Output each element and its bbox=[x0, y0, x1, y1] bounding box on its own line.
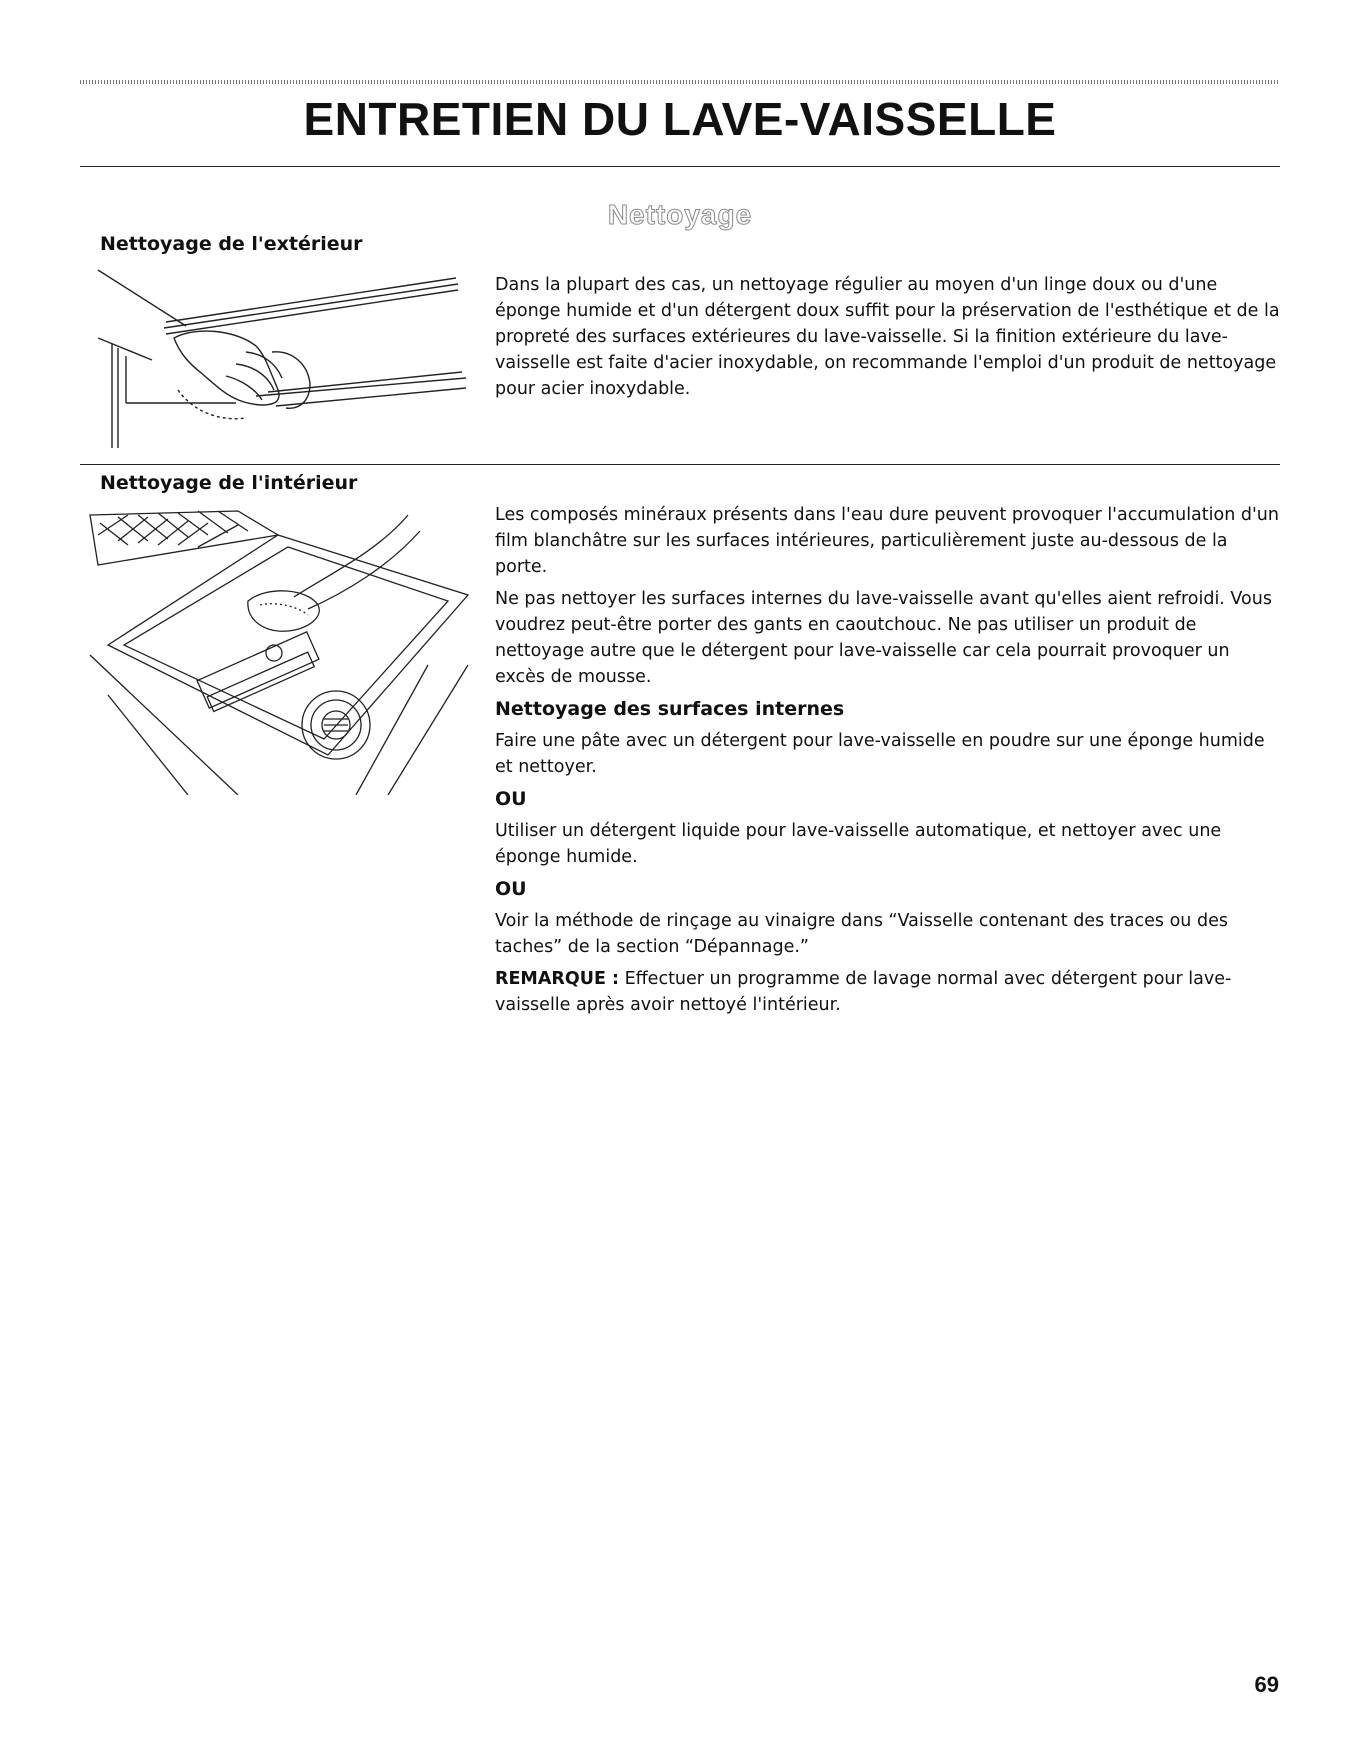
top-dotted-rule bbox=[80, 80, 1280, 84]
note-text: Effectuer un programme de lavage normal avec détergent pour lave-vaisselle après avoir nettoyé l'intérieur. bbox=[495, 969, 1232, 1015]
or-separator-2: OU bbox=[495, 878, 527, 900]
section-heading: Nettoyage bbox=[607, 199, 753, 230]
note-label: REMARQUE : bbox=[495, 969, 619, 989]
page-number: 69 bbox=[1254, 1672, 1279, 1697]
section-divider bbox=[80, 464, 1280, 465]
page-title: ENTRETIEN DU LAVE-VAISSELLE bbox=[303, 93, 1057, 145]
method-2: Utiliser un détergent liquide pour lave-vaisselle automatique, et nettoyer avec une éponge humide. bbox=[495, 821, 1222, 867]
interior-heading: Nettoyage de l'intérieur bbox=[100, 472, 358, 494]
exterior-text bbox=[495, 272, 1280, 408]
exterior-heading: Nettoyage de l'extérieur bbox=[100, 233, 363, 255]
method-3: Voir la méthode de rinçage au vinaigre dans “Vaisselle contenant des traces ou des taches” de la section “Dépannage.” bbox=[495, 911, 1228, 957]
title-divider bbox=[80, 166, 1280, 167]
interior-cleaning-illustration bbox=[88, 505, 480, 795]
or-separator-1: OU bbox=[495, 788, 527, 810]
exterior-cleaning-illustration bbox=[96, 268, 476, 448]
exterior-paragraph: Dans la plupart des cas, un nettoyage régulier au moyen d'un linge doux ou d'une éponge humide et d'un détergent doux suffit pour la préservation de l'esthétique et de la propreté des surfaces extérieures du lave-vaisselle. Si la finition extérieure du lave-vaisselle est faite d'acier inoxydable, on recommande l'emploi d'un produit de nettoyage pour acier inoxydable. bbox=[495, 275, 1280, 399]
note-paragraph bbox=[495, 966, 1280, 1018]
interior-text bbox=[495, 502, 1280, 1024]
interior-paragraph-2: Ne pas nettoyer les surfaces internes du lave-vaisselle avant qu'elles aient refroidi. Vous voudrez peut-être porter des gants en caoutchouc. Ne pas utiliser un produit de nettoyage autre que le détergent pour lave-vaisselle car cela pourrait provoquer un excès de mousse. bbox=[495, 589, 1272, 687]
interior-paragraph-1: Les composés minéraux présents dans l'eau dure peuvent provoquer l'accumulation d'un film blanchâtre sur les surfaces intérieures, particulièrement juste au-dessous de la porte. bbox=[495, 505, 1279, 577]
method-1: Faire une pâte avec un détergent pour lave-vaisselle en poudre sur une éponge humide et nettoyer. bbox=[495, 731, 1265, 777]
internal-surfaces-heading: Nettoyage des surfaces internes bbox=[495, 698, 845, 720]
